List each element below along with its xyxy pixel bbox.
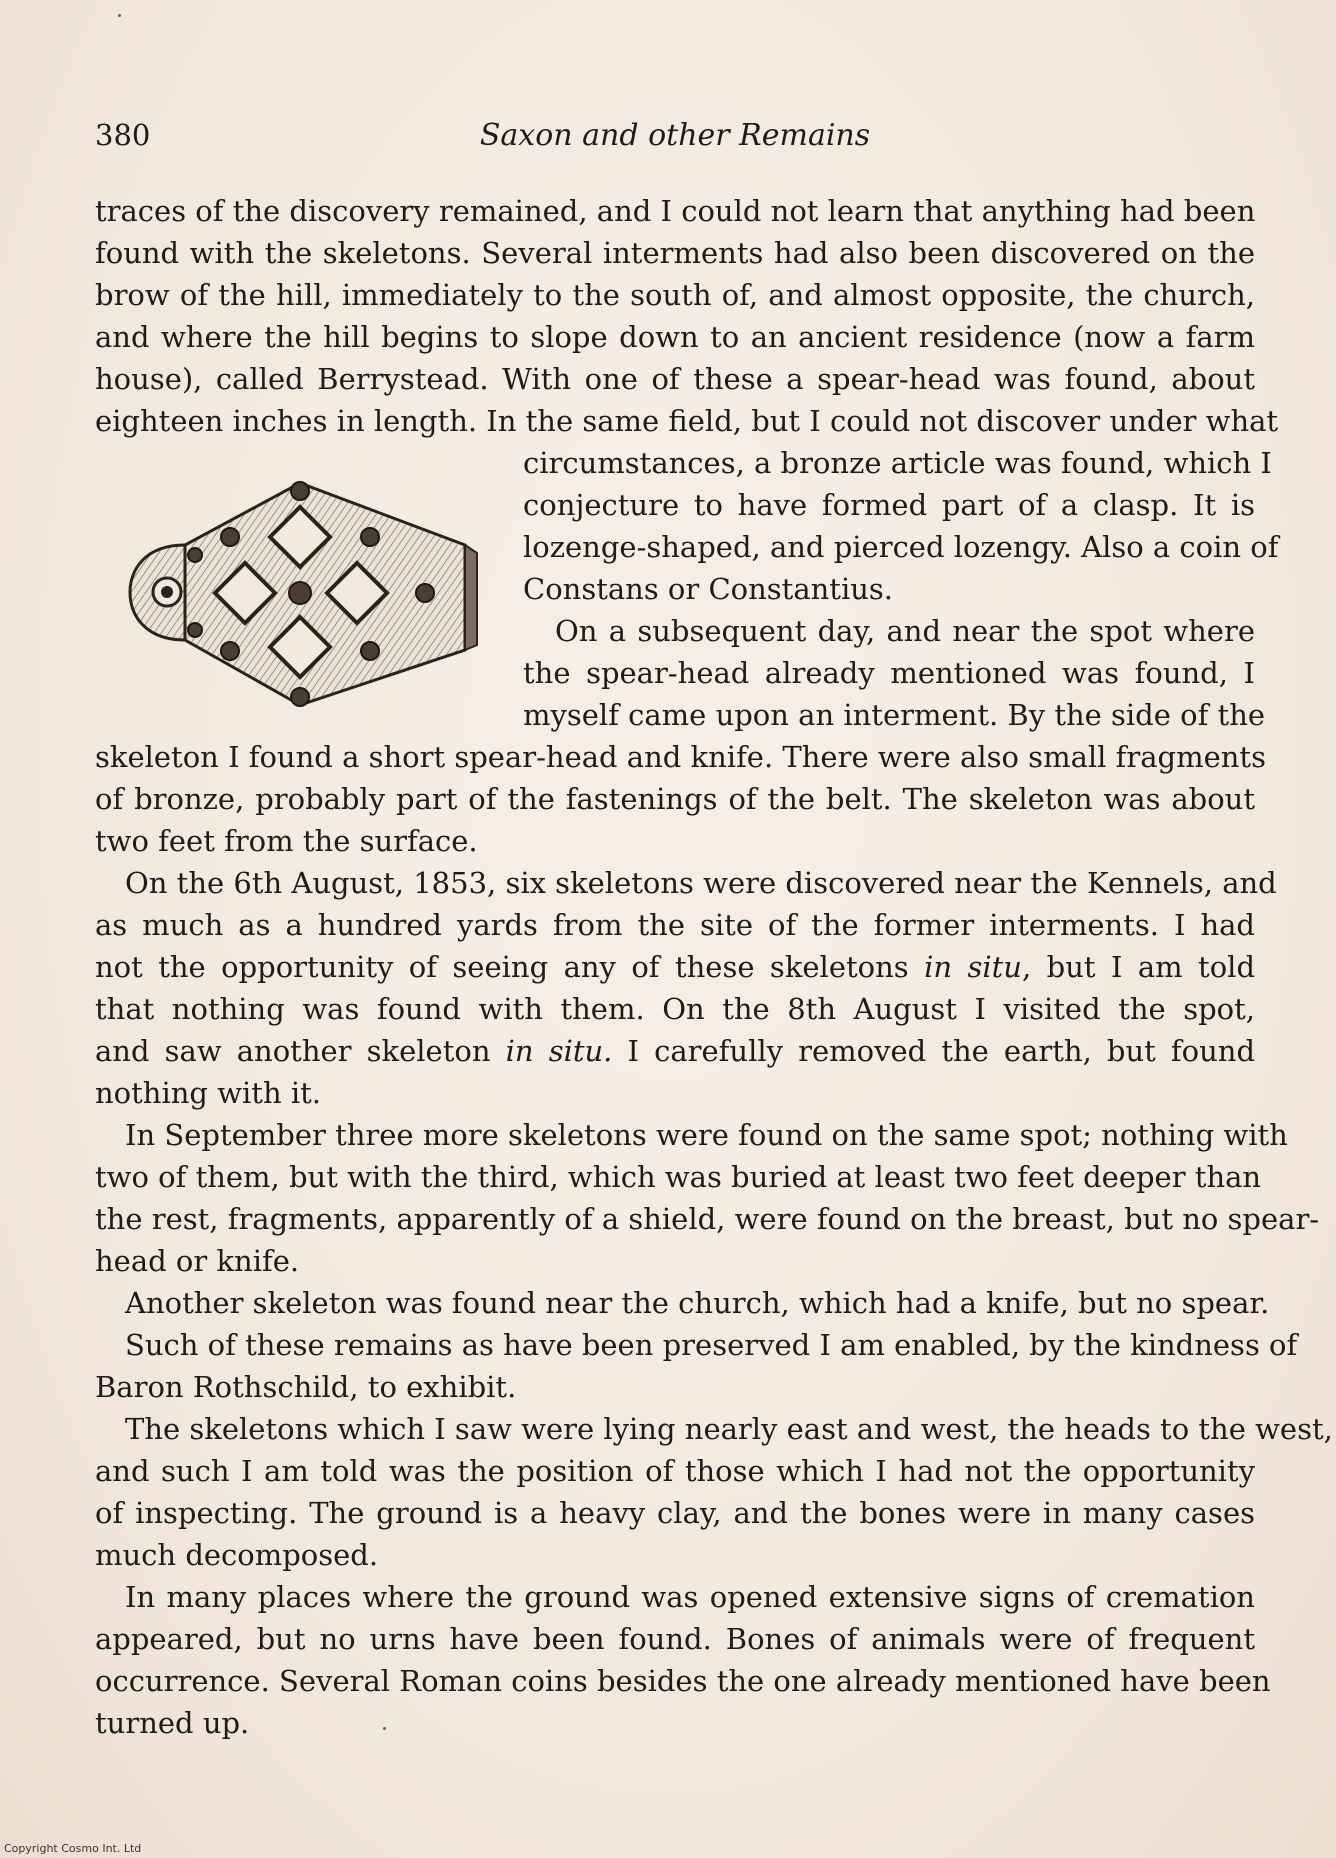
italic-phrase: in situ.	[505, 1034, 613, 1068]
text-line: Another skeleton was found near the church, which had a knife, but no spear.	[125, 1286, 1270, 1320]
text-line: two of them, but with the third, which was buried at least two feet deeper than	[95, 1160, 1262, 1194]
text-line: In September three more skeletons were found on the same spot; nothing with	[125, 1118, 1288, 1152]
text-line: and where the hill begins to slope down to an ancient residence (now a farm	[95, 320, 1255, 354]
text-line: head or knife.	[95, 1244, 300, 1278]
text-line: In many places where the ground was opened extensive signs of cremation	[125, 1580, 1255, 1614]
text-line: brow of the hill, immediately to the south of, and almost opposite, the church,	[95, 278, 1255, 312]
text-line: two feet from the surface.	[95, 824, 478, 858]
text-line: turned up.	[95, 1706, 250, 1740]
print-speck	[118, 14, 121, 17]
text-line	[95, 946, 1255, 988]
running-title: Saxon and other Remains	[479, 118, 871, 153]
text-line: Baron Rothschild, to exhibit.	[95, 1370, 517, 1404]
text-run: and saw another skeleton	[95, 1034, 491, 1068]
text-line: On a subsequent day, and near the spot where	[555, 614, 1255, 648]
text-line: Such of these remains as have been preserved I am enabled, by the kindness of	[125, 1328, 1298, 1362]
text-line: the spear-head already mentioned was found, I	[523, 656, 1255, 690]
text-line: the rest, fragments, apparently of a shield, were found on the breast, but no spear-	[95, 1202, 1320, 1236]
page-header	[95, 118, 1255, 162]
text-line: much decomposed.	[95, 1538, 379, 1572]
text-line: of bronze, probably part of the fastenings of the belt. The skeleton was about	[95, 782, 1255, 816]
print-speck	[383, 1727, 386, 1730]
text-line: myself came upon an interment. By the side of the	[523, 698, 1266, 732]
text-line: nothing with it.	[95, 1076, 321, 1110]
text-line	[95, 1030, 1255, 1072]
text-line: and such I am told was the position of those which I had not the opportunity	[95, 1454, 1255, 1488]
text-run: not the opportunity of seeing any of these skeletons	[95, 950, 909, 984]
text-line: On the 6th August, 1853, six skeletons were discovered near the Kennels, and	[125, 866, 1277, 900]
text-line: eighteen inches in length. In the same field, but I could not discover under what	[95, 404, 1279, 438]
text-line: conjecture to have formed part of a clasp. It is	[523, 488, 1255, 522]
copyright-notice: Copyright Cosmo Int. Ltd	[4, 1842, 142, 1855]
text-line: Constans or Constantius.	[523, 572, 894, 606]
bronze-clasp-illustration	[125, 475, 480, 710]
text-line: lozenge-shaped, and pierced lozengy. Also a coin of	[523, 530, 1279, 564]
text-line: occurrence. Several Roman coins besides the one already mentioned have been	[95, 1664, 1271, 1698]
text-line: as much as a hundred yards from the site of the former interments. I had	[95, 908, 1255, 942]
text-line: The skeletons which I saw were lying nearly east and west, the heads to the west,	[125, 1412, 1333, 1446]
text-run: I carefully removed the earth, but found	[627, 1034, 1256, 1068]
text-line: traces of the discovery remained, and I could not learn that anything had been	[95, 194, 1256, 228]
page-number: 380	[95, 118, 151, 152]
text-line: skeleton I found a short spear-head and knife. There were also small fragments	[95, 740, 1266, 774]
text-line: of inspecting. The ground is a heavy clay, and the bones were in many cases	[95, 1496, 1255, 1530]
text-line: that nothing was found with them. On the 8th August I visited the spot,	[95, 992, 1255, 1026]
text-run: , but I am told	[1021, 950, 1256, 984]
text-line: appeared, but no urns have been found. Bones of animals were of frequent	[95, 1622, 1255, 1656]
text-line: found with the skeletons. Several interments had also been discovered on the	[95, 236, 1255, 270]
italic-phrase: in situ	[924, 950, 1022, 984]
text-line: circumstances, a bronze article was found, which I	[523, 446, 1272, 480]
text-line: house), called Berrystead. With one of these a spear-head was found, about	[95, 362, 1255, 396]
